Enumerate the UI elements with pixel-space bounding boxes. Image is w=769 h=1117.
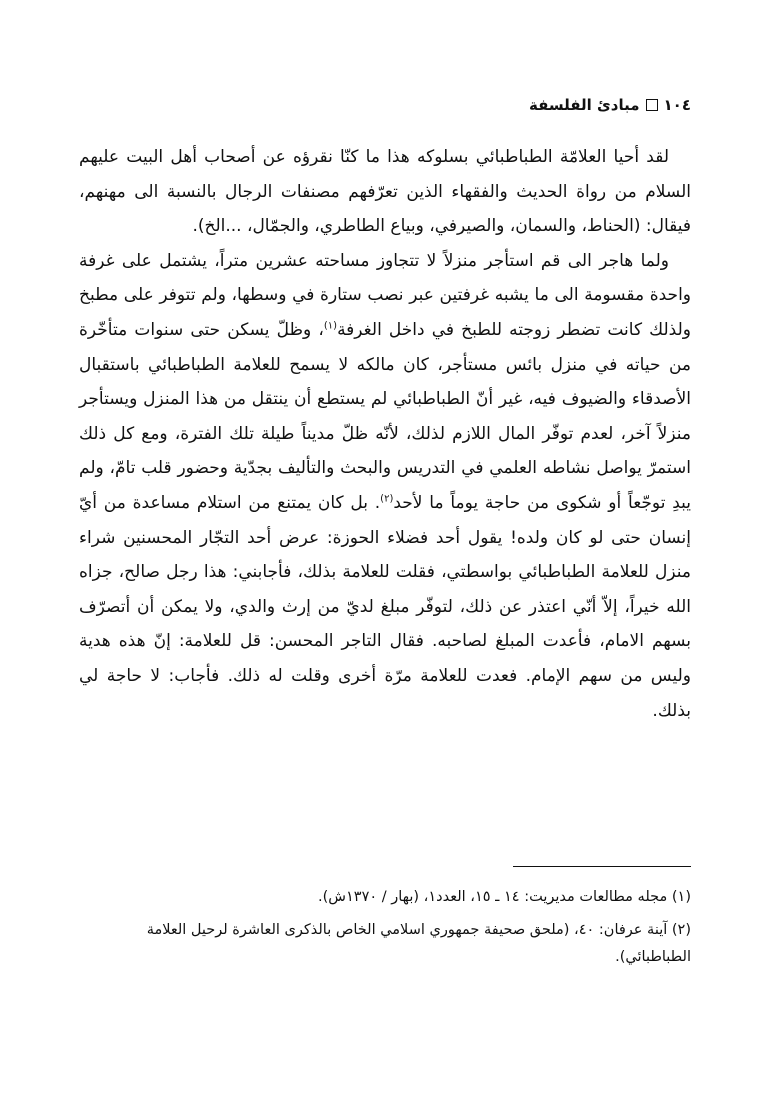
footnotes bbox=[79, 884, 691, 977]
paragraph-2-text-b: ، وظلّ يسكن حتى سنوات متأخّرة من حياته في منزل بائس مستأجر، كان مالكه لا يسمح للعلامة الطباطبائي باستقبال الأصدقاء والضيوف فيه، غير أنّ الطباطبائي لم يستطع أن ينتقل من هذا المنزل ويستأجر منزلاً آخر، لعدم توفّر المال اللازم لذلك، لأنّه ظلّ مديناً طيلة تلك الفترة، ومع كل ذلك استمرّ يواصل نشاطه العلمي في التدريس والبحث والتأليف بجدّية وحضور قلب تامّ، ولم يبدِ توجّعاً أو شكوى من حاجة يوماً ما لأحد bbox=[79, 319, 691, 513]
paragraph-2 bbox=[79, 244, 691, 728]
page-number: ١٠٤ bbox=[663, 96, 691, 114]
paragraph-2-text-c: . بل كان يمتنع من استلام مساعدة من أيّ إنسان حتى لو كان ولده! يقول أحد فضلاء الحوزة: عرض أحد التجّار المحسنين شراء منزل للعلامة الطباطبائي بواسطتي، فقلت للعلامة بذلك، فأجابني: هذا رجل صالح، جزاه الله خيراً، إلاّ أنّي اعتذر عن ذلك، لتوفّر مبلغ لديّ من إرث والدي، ولا يمكن أن أتصرّف بسهم الامام، فأعدت المبلغ لصاحبه. فقال التاجر المحسن: قل للعلامة: إنّ هذه هدية وليس من سهم الإمام. فعدت للعلامة مرّة أخرى وقلت له ذلك. فأجاب: لا حاجة لي بذلك. bbox=[79, 492, 691, 721]
page-header bbox=[529, 96, 691, 114]
footnote-1: (١) مجله مطالعات مديريت: ١٤ ـ ١٥، العدد١، (بهار / ١٣٧٠ش). bbox=[318, 889, 691, 905]
paragraph-2-text-a: ولما هاجر الى قم استأجر منزلاً لا تتجاوز مساحته عشرين متراً، يشتمل على غرفة واحدة مقسومة الى ما يشبه غرفتين عبر نصب ستارة في وسطها، ولم تتوفر على مطبخ ولذلك كانت تضطر زوجته للطبخ في داخل الغرفة bbox=[79, 250, 691, 340]
running-title: مبادئ الفلسفة bbox=[528, 96, 640, 114]
paragraph-1 bbox=[79, 140, 691, 244]
footnote-ref-1: (١) bbox=[323, 320, 338, 332]
footnote-2: (٢) آينة عرفان: ٤٠، (ملحق صحيفة جمهوري اسلامي الخاص بالذكرى العاشرة لرحيل العلامة الطباطبائي). bbox=[146, 922, 691, 965]
square-bullet-icon bbox=[646, 99, 658, 111]
footnote-ref-2: (٢) bbox=[380, 493, 394, 505]
main-text bbox=[79, 140, 691, 728]
paragraph-1-text: لقد أحيا العلامّة الطباطبائي بسلوكه هذا ما كنّا نقرؤه عن أصحاب أهل البيت عليهم السلام من رواة الحديث والفقهاء الذين تعرّفهم مصنفات الرجال بالنسبة الى مهنهم، فيقال: (الحناط، والسمان، والصيرفي، وبياع الطاطري، والجمّال، ...الخ). bbox=[79, 147, 691, 237]
footnote-divider bbox=[513, 866, 691, 867]
